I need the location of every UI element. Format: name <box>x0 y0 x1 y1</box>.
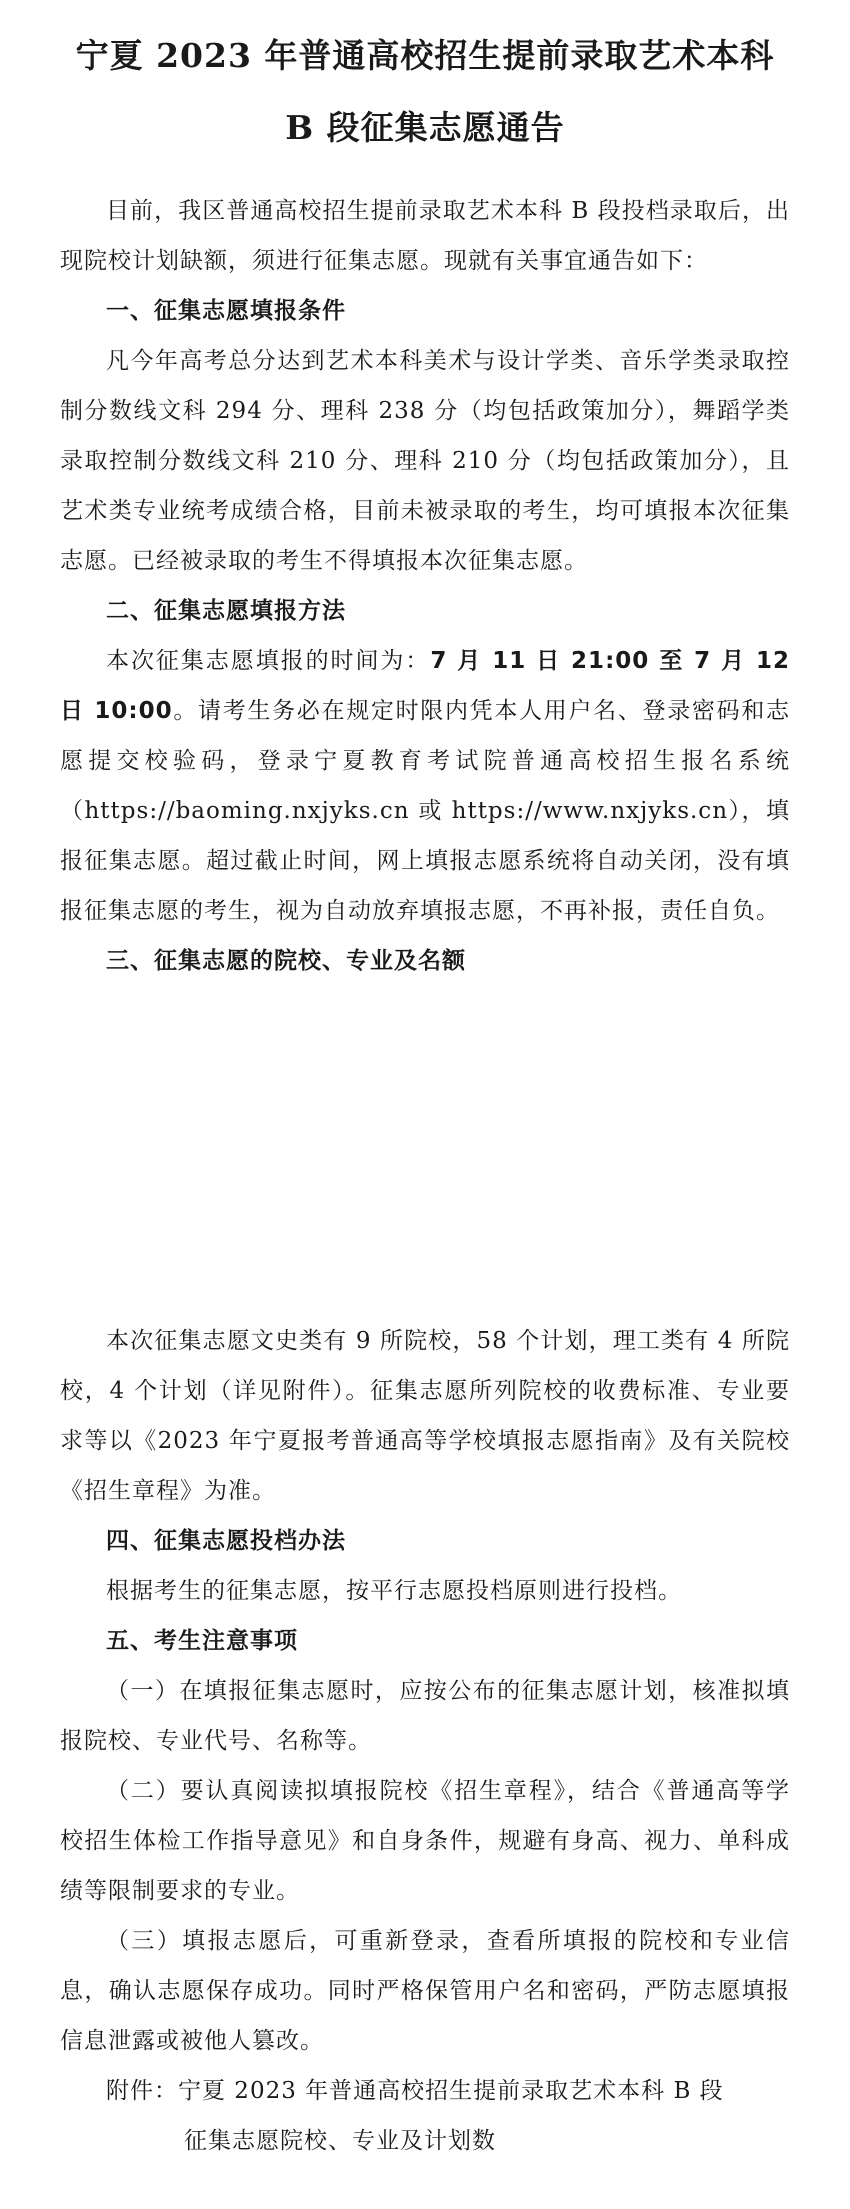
section-2-body <box>60 636 790 936</box>
application-time: 7 月 11 日 21:00 至 7 月 12 日 10:00 <box>60 648 790 724</box>
section-5-item-3: （三）填报志愿后，可重新登录，查看所填报的院校和专业信息，确认志愿保存成功。同时严格保管用户名和密码，严防志愿填报信息泄露或被他人篡改。 <box>60 1928 790 2054</box>
section-5-heading: 五、考生注意事项 <box>106 1628 298 1654</box>
section-3-heading: 三、征集志愿的院校、专业及名额 <box>106 948 466 974</box>
attachment-note <box>60 2066 790 2166</box>
attachment-line-2: 征集志愿院校、专业及计划数 <box>184 2128 496 2154</box>
section-4-body: 根据考生的征集志愿，按平行志愿投档原则进行投档。 <box>106 1578 682 1604</box>
section-5-item-2: （二）要认真阅读拟填报院校《招生章程》，结合《普通高等学校招生体检工作指导意见》和自身条件，规避有身高、视力、单科成绩等限制要求的专业。 <box>60 1778 790 1904</box>
section-1-heading: 一、征集志愿填报条件 <box>106 298 346 324</box>
section-5-item-1: （一）在填报征集志愿时，应按公布的征集志愿计划，核准拟填报院校、专业代号、名称等。 <box>60 1678 790 1754</box>
document-title-line-1: 宁夏 2023 年普通高校招生提前录取艺术本科 <box>75 36 775 75</box>
section-2-heading: 二、征集志愿填报方法 <box>106 598 346 624</box>
section-2-body-prefix: 本次征集志愿填报的时间为： <box>106 648 431 674</box>
document-title-line-2: B 段征集志愿通告 <box>285 108 565 147</box>
attachment-line-1: 附件：宁夏 2023 年普通高校招生提前录取艺术本科 B 段 <box>106 2078 724 2104</box>
blank-table-area <box>60 986 790 1316</box>
section-1-body: 凡今年高考总分达到艺术本科美术与设计学类、音乐学类录取控制分数线文科 294 分、理科 238 分（均包括政策加分），舞蹈学类录取控制分数线文科 210 分、理科 210 分（均包括政策加分），且艺术类专业统考成绩合格，目前未被录取的考生，均可填报本次征集志愿。已经被录取的考生不得填报本次征集志愿。 <box>60 348 790 574</box>
section-4-heading: 四、征集志愿投档办法 <box>106 1528 346 1554</box>
intro-paragraph: 目前，我区普通高校招生提前录取艺术本科 B 段投档录取后，出现院校计划缺额，须进行征集志愿。现就有关事宜通告如下： <box>60 198 790 274</box>
section-2-body-suffix: 。请考生务必在规定时限内凭本人用户名、登录密码和志愿提交校验码，登录宁夏教育考试院普通高校招生报名系统（https://baoming.nxjyks.cn 或 https://www.nxjyks.cn），填报征集志愿。超过截止时间，网上填报志愿系统将自动关闭，没有填报征集志愿的考生，视为自动放弃填报志愿，不再补报，责任自负。 <box>60 698 791 924</box>
section-3-body: 本次征集志愿文史类有 9 所院校，58 个计划，理工类有 4 所院校，4 个计划（详见附件）。征集志愿所列院校的收费标准、专业要求等以《2023 年宁夏报考普通高等学校填报志愿指南》及有关院校《招生章程》为准。 <box>60 1328 790 1504</box>
